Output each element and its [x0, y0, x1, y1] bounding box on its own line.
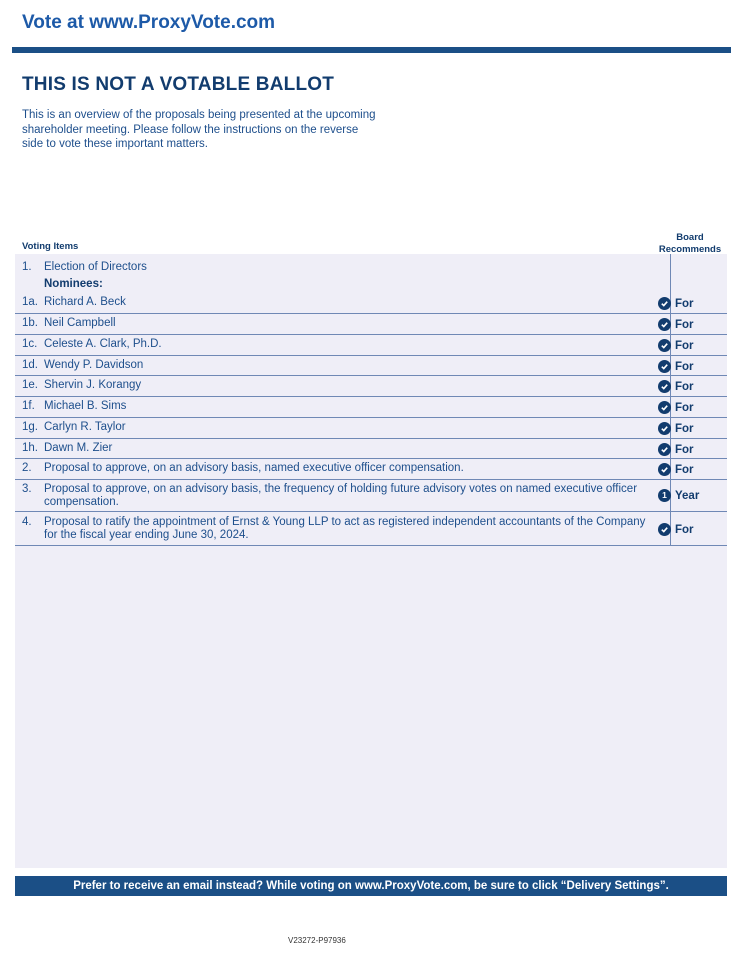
check-circle-icon	[658, 380, 671, 393]
nominee-name: Dawn M. Zier	[44, 442, 113, 454]
column-header-board-recommends-line1: Board	[676, 232, 704, 243]
delivery-settings-banner: Prefer to receive an email instead? While voting on www.ProxyVote.com, be sure to click “Delivery Settings”.	[15, 876, 727, 896]
header-title: Vote at www.ProxyVote.com	[22, 12, 276, 33]
recommendation	[658, 489, 699, 502]
recommendation-label: For	[675, 523, 694, 536]
recommendation	[658, 339, 694, 352]
recommendation-label: For	[675, 380, 694, 393]
nominees-label: Nominees:	[44, 278, 103, 290]
check-circle-icon	[658, 523, 671, 536]
voting-items-panel	[15, 254, 727, 868]
recommendation-label: For	[675, 443, 694, 456]
check-circle-icon	[658, 339, 671, 352]
table-row-proposal	[15, 480, 727, 512]
nominee-number: 1g.	[22, 421, 38, 433]
recommendation-label: For	[675, 422, 694, 435]
frequency-number: 1	[662, 490, 667, 500]
recommendation-label: For	[675, 401, 694, 414]
item-number: 3.	[22, 483, 32, 495]
item-text: Proposal to ratify the appointment of Ernst & Young LLP to act as registered independent accountants of the Company for the fiscal year ending June 30, 2024.	[44, 516, 646, 541]
table-row-proposal	[15, 459, 727, 480]
table-row-nominee	[15, 314, 727, 335]
table-row-nominee	[15, 418, 727, 439]
check-circle-icon	[658, 401, 671, 414]
recommendation	[658, 463, 694, 476]
recommendation	[658, 380, 694, 393]
document-code: V23272-P97936	[288, 936, 346, 945]
nominee-name: Richard A. Beck	[44, 296, 126, 308]
nominee-number: 1a.	[22, 296, 38, 308]
recommendation	[658, 443, 694, 456]
nominee-name: Celeste A. Clark, Ph.D.	[44, 338, 162, 350]
table-row-nominee	[15, 335, 727, 356]
nominee-number: 1f.	[22, 400, 35, 412]
recommendation	[658, 297, 694, 310]
nominee-number: 1d.	[22, 359, 38, 371]
item-text: Election of Directors	[44, 261, 147, 273]
column-header-voting-items: Voting Items	[22, 241, 79, 252]
table-row-nominee	[15, 376, 727, 397]
column-header-board-recommends-line2: Recommends	[658, 243, 722, 255]
check-circle-icon	[658, 443, 671, 456]
check-circle-icon	[658, 463, 671, 476]
item-text: Proposal to approve, on an advisory basis, named executive officer compensation.	[44, 462, 464, 474]
nominee-name: Carlyn R. Taylor	[44, 421, 126, 433]
recommendation	[658, 401, 694, 414]
check-circle-icon	[658, 318, 671, 331]
table-row-nominee	[15, 439, 727, 459]
check-circle-icon	[658, 360, 671, 373]
table-row-nominee	[15, 356, 727, 376]
check-circle-icon	[658, 297, 671, 310]
nominee-name: Wendy P. Davidson	[44, 359, 144, 371]
recommendation	[658, 318, 694, 331]
recommendation-label: For	[675, 297, 694, 310]
nominee-number: 1e.	[22, 379, 38, 391]
nominee-number: 1b.	[22, 317, 38, 329]
nominee-number: 1c.	[22, 338, 38, 350]
item-text: Proposal to approve, on an advisory basis, the frequency of holding future advisory votes on named executive officer compensation.	[44, 483, 638, 508]
recommendation-label: For	[675, 360, 694, 373]
number-one-circle-icon	[658, 489, 671, 502]
recommendation-label: For	[675, 463, 694, 476]
item-number: 1.	[22, 261, 32, 273]
recommendation-label: For	[675, 318, 694, 331]
table-row-proposal	[15, 512, 727, 546]
item-number: 4.	[22, 516, 32, 528]
intro-text: This is an overview of the proposals being presented at the upcoming shareholder meeting. Please follow the instructions on the reverse side to vote these important matters.	[22, 109, 376, 150]
page-heading: THIS IS NOT A VOTABLE BALLOT	[22, 74, 335, 95]
check-circle-icon	[658, 422, 671, 435]
table-row-nominee	[15, 397, 727, 418]
column-header-board-recommends	[652, 232, 728, 255]
recommendation	[658, 422, 694, 435]
table-row-election	[15, 254, 727, 314]
recommendation-label: For	[675, 339, 694, 352]
recommendation-label: Year	[675, 489, 700, 502]
nominee-name: Neil Campbell	[44, 317, 116, 329]
recommendation	[658, 523, 694, 536]
item-number: 2.	[22, 462, 32, 474]
nominee-name: Shervin J. Korangy	[44, 379, 142, 391]
nominee-number: 1h.	[22, 442, 38, 454]
recommendation	[658, 360, 694, 373]
nominee-name: Michael B. Sims	[44, 400, 127, 412]
header-rule	[12, 47, 731, 53]
